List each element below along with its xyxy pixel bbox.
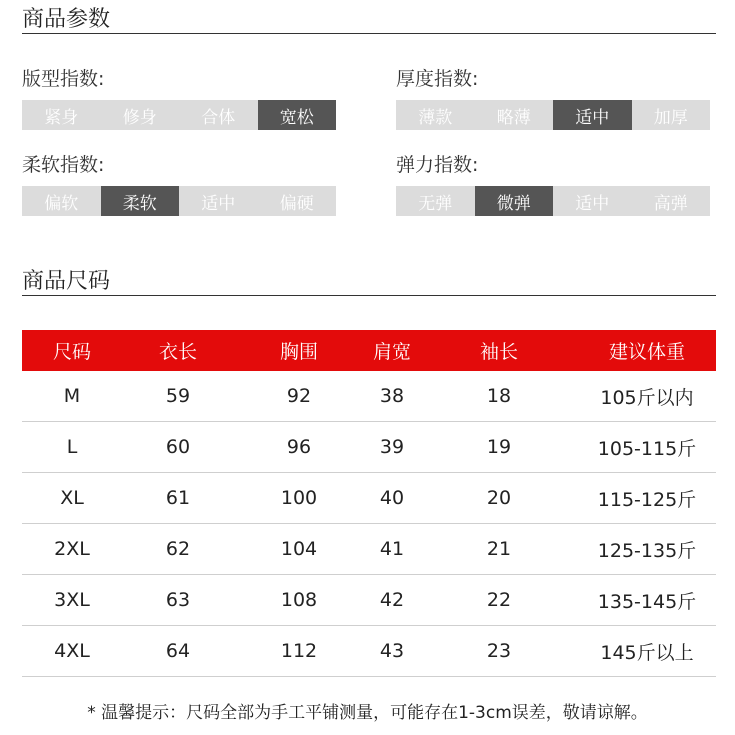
header-weight: 建议体重 [578,330,716,371]
cell-sleeve: 18 [420,371,578,422]
cell-weight: 105-115斤 [578,422,716,473]
cell-length: 63 [122,575,234,626]
index-label: 版型指数: [22,68,105,90]
sizes-title: 商品尺码 [22,269,111,294]
index-option-selected: 适中 [553,100,632,130]
index-option: 偏硬 [258,186,337,216]
index-option: 略薄 [475,100,554,130]
cell-size: L [22,422,122,473]
cell-shoulder: 39 [364,422,420,473]
cell-weight: 145斤以上 [578,626,716,677]
cell-shoulder: 38 [364,371,420,422]
table-row [22,626,716,677]
index-option: 适中 [179,186,258,216]
index-scale [396,186,710,216]
table-row [22,575,716,626]
index-block-softness [22,152,336,216]
header-length: 衣长 [122,330,234,371]
table-row [22,422,716,473]
table-row [22,524,716,575]
cell-sleeve: 20 [420,473,578,524]
cell-size: XL [22,473,122,524]
cell-shoulder: 42 [364,575,420,626]
index-option: 紧身 [22,100,101,130]
header-chest: 胸围 [234,330,364,371]
header-shoulder: 肩宽 [364,330,420,371]
index-option: 薄款 [396,100,475,130]
cell-weight: 115-125斤 [578,473,716,524]
index-block-elasticity [396,152,710,216]
index-block-fit [22,66,336,130]
index-option: 偏软 [22,186,101,216]
cell-shoulder: 41 [364,524,420,575]
measurement-note: * 温馨提示：尺码全部为手工平铺测量，可能存在1-3cm误差，敬请谅解。 [87,703,648,723]
cell-shoulder: 40 [364,473,420,524]
index-scale [22,186,336,216]
params-divider [22,33,716,34]
index-label: 弹力指数: [396,154,479,176]
cell-weight: 105斤以内 [578,371,716,422]
cell-chest: 100 [234,473,364,524]
cell-weight: 135-145斤 [578,575,716,626]
cell-length: 60 [122,422,234,473]
index-option: 合体 [179,100,258,130]
index-option: 无弹 [396,186,475,216]
cell-shoulder: 43 [364,626,420,677]
index-block-thickness [396,66,710,130]
index-scale [396,100,710,130]
index-label: 柔软指数: [22,154,105,176]
cell-size: 3XL [22,575,122,626]
cell-size: 4XL [22,626,122,677]
cell-size: M [22,371,122,422]
cell-chest: 112 [234,626,364,677]
cell-length: 59 [122,371,234,422]
cell-chest: 104 [234,524,364,575]
size-table [22,330,716,677]
table-row [22,473,716,524]
index-scale [22,100,336,130]
cell-chest: 108 [234,575,364,626]
index-option: 高弹 [632,186,711,216]
params-title: 商品参数 [22,7,111,32]
cell-size: 2XL [22,524,122,575]
header-size: 尺码 [22,330,122,371]
cell-weight: 125-135斤 [578,524,716,575]
cell-sleeve: 23 [420,626,578,677]
index-label: 厚度指数: [396,68,479,90]
index-option-selected: 微弹 [475,186,554,216]
table-row [22,371,716,422]
cell-sleeve: 22 [420,575,578,626]
cell-sleeve: 19 [420,422,578,473]
cell-sleeve: 21 [420,524,578,575]
index-option: 修身 [101,100,180,130]
cell-length: 64 [122,626,234,677]
index-option-selected: 宽松 [258,100,337,130]
cell-length: 62 [122,524,234,575]
header-sleeve: 袖长 [420,330,578,371]
sizes-divider [22,295,716,296]
cell-length: 61 [122,473,234,524]
cell-chest: 96 [234,422,364,473]
cell-chest: 92 [234,371,364,422]
index-option: 加厚 [632,100,711,130]
index-option-selected: 柔软 [101,186,180,216]
index-option: 适中 [553,186,632,216]
size-table-header [22,330,716,371]
